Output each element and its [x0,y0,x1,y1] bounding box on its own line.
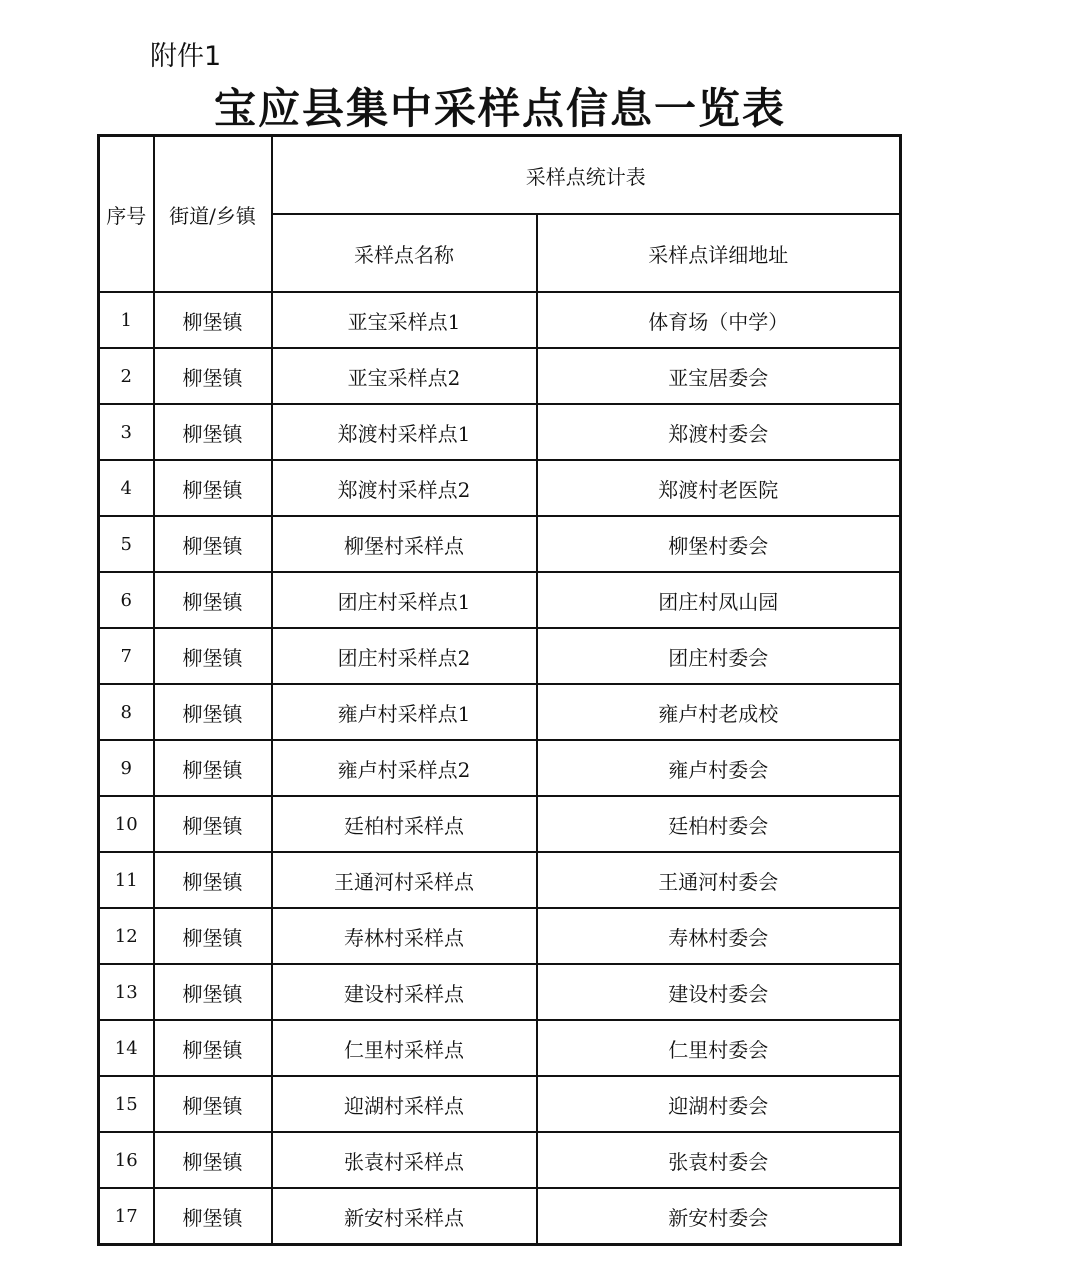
table-row [99,460,901,516]
header-group: 采样点统计表 [272,136,901,215]
cell-name: 团庄村采样点2 [272,628,537,684]
header-name: 采样点名称 [272,214,537,292]
cell-seq: 13 [99,964,154,1020]
cell-address: 王通河村委会 [537,852,901,908]
cell-name: 团庄村采样点1 [272,572,537,628]
cell-town: 柳堡镇 [154,1132,272,1188]
cell-address: 迎湖村委会 [537,1076,901,1132]
cell-name: 张袁村采样点 [272,1132,537,1188]
cell-town: 柳堡镇 [154,1188,272,1245]
header-town: 街道/乡镇 [154,136,272,293]
cell-name: 郑渡村采样点1 [272,404,537,460]
cell-seq: 11 [99,852,154,908]
cell-address: 仁里村委会 [537,1020,901,1076]
cell-seq: 10 [99,796,154,852]
cell-seq: 1 [99,292,154,348]
cell-seq: 8 [99,684,154,740]
cell-town: 柳堡镇 [154,740,272,796]
table-row [99,572,901,628]
table-row [99,796,901,852]
cell-town: 柳堡镇 [154,404,272,460]
cell-address: 寿林村委会 [537,908,901,964]
cell-seq: 4 [99,460,154,516]
cell-address: 雍卢村委会 [537,740,901,796]
cell-town: 柳堡镇 [154,964,272,1020]
cell-address: 柳堡村委会 [537,516,901,572]
cell-seq: 2 [99,348,154,404]
cell-address: 新安村委会 [537,1188,901,1245]
cell-name: 亚宝采样点1 [272,292,537,348]
cell-town: 柳堡镇 [154,348,272,404]
cell-address: 郑渡村委会 [537,404,901,460]
cell-seq: 6 [99,572,154,628]
cell-town: 柳堡镇 [154,516,272,572]
table-row [99,852,901,908]
cell-town: 柳堡镇 [154,292,272,348]
cell-seq: 3 [99,404,154,460]
cell-name: 雍卢村采样点1 [272,684,537,740]
cell-town: 柳堡镇 [154,572,272,628]
attachment-label: 附件1 [150,41,222,72]
table-body [99,292,901,1245]
table-row [99,684,901,740]
cell-name: 仁里村采样点 [272,1020,537,1076]
table-row [99,628,901,684]
cell-town: 柳堡镇 [154,460,272,516]
sampling-points-table [97,134,902,1246]
cell-name: 郑渡村采样点2 [272,460,537,516]
cell-town: 柳堡镇 [154,852,272,908]
cell-seq: 15 [99,1076,154,1132]
cell-address: 亚宝居委会 [537,348,901,404]
table-row [99,740,901,796]
cell-address: 团庄村委会 [537,628,901,684]
cell-name: 柳堡村采样点 [272,516,537,572]
cell-name: 王通河村采样点 [272,852,537,908]
header-seq: 序号 [99,136,154,293]
cell-seq: 16 [99,1132,154,1188]
cell-address: 雍卢村老成校 [537,684,901,740]
cell-address: 建设村委会 [537,964,901,1020]
cell-town: 柳堡镇 [154,796,272,852]
cell-name: 廷柏村采样点 [272,796,537,852]
cell-town: 柳堡镇 [154,628,272,684]
cell-town: 柳堡镇 [154,1076,272,1132]
cell-seq: 12 [99,908,154,964]
cell-seq: 14 [99,1020,154,1076]
cell-seq: 17 [99,1188,154,1245]
table-row [99,1132,901,1188]
cell-name: 建设村采样点 [272,964,537,1020]
cell-name: 迎湖村采样点 [272,1076,537,1132]
cell-address: 郑渡村老医院 [537,460,901,516]
cell-name: 新安村采样点 [272,1188,537,1245]
table-row [99,348,901,404]
table-row [99,516,901,572]
cell-name: 亚宝采样点2 [272,348,537,404]
header-address: 采样点详细地址 [537,214,901,292]
cell-address: 张袁村委会 [537,1132,901,1188]
cell-name: 雍卢村采样点2 [272,740,537,796]
cell-seq: 9 [99,740,154,796]
cell-name: 寿林村采样点 [272,908,537,964]
cell-seq: 7 [99,628,154,684]
table-row [99,1020,901,1076]
table-row [99,1076,901,1132]
table-row [99,908,901,964]
page-title: 宝应县集中采样点信息一览表 [213,84,786,133]
cell-town: 柳堡镇 [154,684,272,740]
cell-town: 柳堡镇 [154,1020,272,1076]
table-row [99,964,901,1020]
table-row [99,404,901,460]
table-row [99,1188,901,1245]
cell-address: 廷柏村委会 [537,796,901,852]
cell-town: 柳堡镇 [154,908,272,964]
cell-address: 体育场（中学） [537,292,901,348]
cell-address: 团庄村凤山园 [537,572,901,628]
table-row [99,292,901,348]
cell-seq: 5 [99,516,154,572]
